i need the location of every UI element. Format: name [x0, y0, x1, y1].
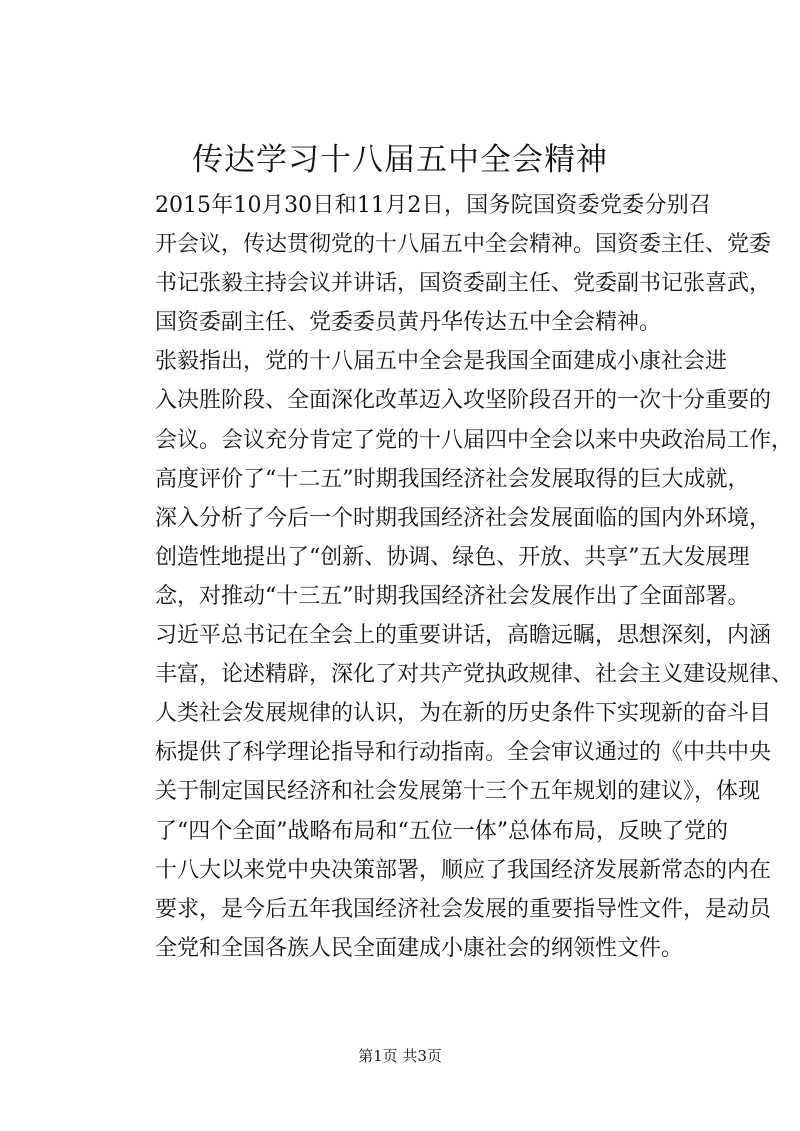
- text-line: 关于制定国民经济和社会发展第十三个五年规划的建议》，体现: [155, 779, 761, 805]
- text-line: 了“四个全面”战略布局和“五位一体”总体布局，反映了党的: [155, 818, 728, 844]
- paragraph-2: [111, 342, 794, 968]
- text-line: 高度评价了“十二五”时期我国经济社会发展取得的巨大成就，: [155, 466, 750, 492]
- text-line: 入决胜阶段、全面深化改革迈入攻坚阶段召开的一次十分重要的: [155, 388, 772, 414]
- text-line: 开会议，传达贯彻党的十八届五中全会精神。国资委主任、党委: [155, 232, 772, 258]
- document-body: [111, 186, 794, 968]
- text-line: 张毅指出，党的十八届五中全会是我国全面建成小康社会进: [155, 349, 728, 375]
- text-line: 全党和全国各族人民全面建成小康社会的纲领性文件。: [155, 935, 684, 961]
- page-footer: 第1页 共3页: [358, 1047, 442, 1065]
- text-line: 要求，是今后五年我国经济社会发展的重要指导性文件，是动员: [155, 896, 772, 922]
- text-line: 国资委副主任、党委委员黄丹华传达五中全会精神。: [155, 310, 662, 336]
- text-line: 人类社会发展规律的认识，为在新的历史条件下实现新的奋斗目: [155, 701, 772, 727]
- text-line: 习近平总书记在全会上的重要讲话，高瞻远瞩，思想深刻，内涵: [155, 623, 772, 649]
- text-line: 会议。会议充分肯定了党的十八届四中全会以来中央政治局工作，: [155, 427, 794, 453]
- text-line: 深入分析了今后一个时期我国经济社会发展面临的国内外环境，: [155, 505, 772, 531]
- text-line: 创造性地提出了“创新、协调、绿色、开放、共享”五大发展理: [155, 544, 750, 570]
- text-line: 标提供了科学理论指导和行动指南。全会审议通过的《中共中央: [155, 740, 772, 766]
- paragraph-1: [111, 186, 772, 342]
- text-line: 丰富，论述精辟，深化了对共产党执政规律、社会主义建设规律、: [155, 662, 794, 688]
- document-title: 传达学习十八届五中全会精神: [192, 142, 608, 178]
- text-line: 书记张毅主持会议并讲话，国资委副主任、党委副书记张喜武，: [155, 271, 772, 297]
- text-line: 念，对推动“十三五”时期我国经济社会发展作出了全面部署。: [155, 583, 750, 609]
- text-line: 2015年10月30日和11月2日，国务院国资委党委分别召: [155, 193, 711, 218]
- text-line: 十八大以来党中央决策部署，顺应了我国经济发展新常态的内在: [155, 857, 772, 883]
